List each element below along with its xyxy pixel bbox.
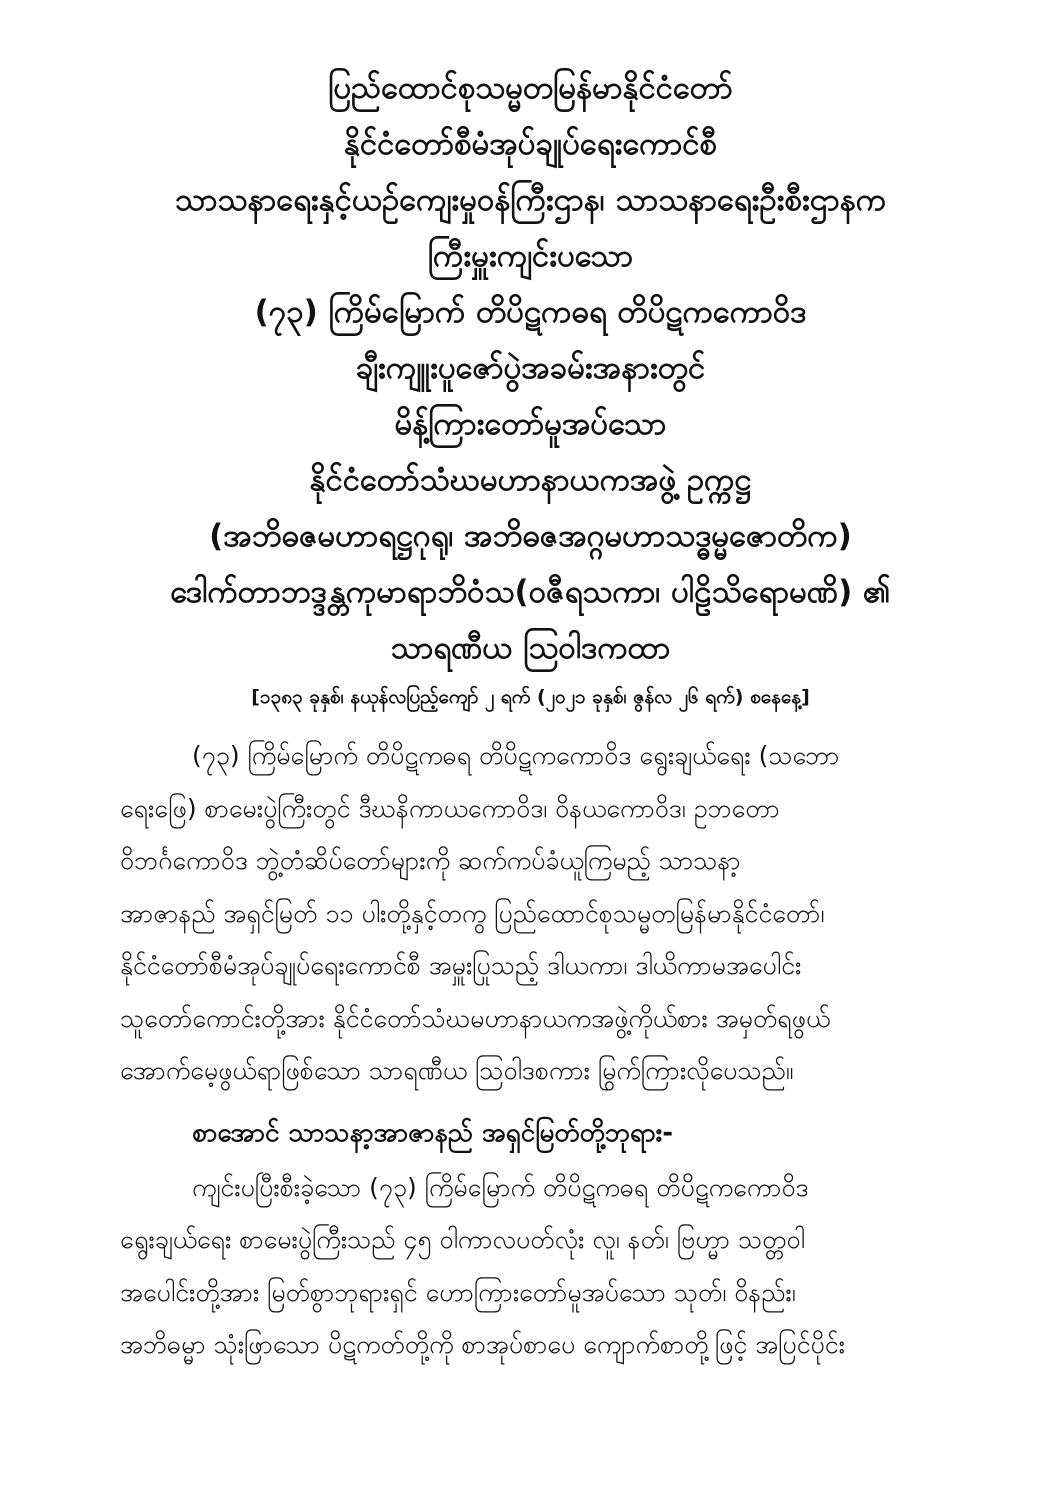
paragraph-line: (၇၃) ကြိမ်မြောက် တိပိဋကဓရ တိပိဋကကောဝိဒ ရွေးချယ်ရေး (သဘော xyxy=(192,741,840,770)
paragraph-line: ရေးဖြေ) စာမေးပွဲကြီးတွင် ဒီဃနိကာယကောဝိဒ၊ ဝိနယကောဝိဒ၊ ဥဘတော xyxy=(120,793,780,823)
section-heading: စာအောင် သာသနာ့အာဇာနည် အရှင်မြတ်တို့ဘုရား- xyxy=(192,1117,674,1148)
paragraph-line: အပေါင်းတို့အား မြတ်စွာဘုရားရှင် ဟောကြားတော်မူအပ်သော သုတ်၊ ဝိနည်း၊ xyxy=(120,1277,796,1307)
title-line-honorifics: (အဘိဓဇမဟာရဋ္ဌဂုရု၊ အဘိဓဇအဂ္ဂမဟာသဒ္ဓမ္မဇောတိက) xyxy=(209,518,852,554)
paragraph-2 xyxy=(120,1162,1000,1372)
title-line-country: ပြည်ထောင်စုသမ္မတမြန်မာနိုင်ငံတော် xyxy=(328,70,733,106)
paragraph-line: အာဇာနည် အရှင်မြတ် ၁၁ ပါးတို့နှင့်တကွ ပြည်ထောင်စုသမ္မတမြန်မာနိုင်ငံတော်၊ xyxy=(120,898,825,928)
title-block xyxy=(60,60,1001,676)
date-line: [၁၃၈၃ ခုနှစ်၊ နယုန်လပြည့်ကျော် ၂ ရက် (၂၀၂၁ ခုနှစ်၊ ဇွန်လ ၂၆ ရက်) စနေနေ့] xyxy=(251,686,810,708)
paragraph-1 xyxy=(120,730,1000,1098)
paragraph-line: အောက်မေ့ဖွယ်ရာဖြစ်သော သာရဏီယ ဩဝါဒစကား မြွက်ကြားလိုပေသည်။ xyxy=(120,1056,794,1085)
paragraph-line: ရွေးချယ်ရေး စာမေးပွဲကြီးသည် ၄၅ ဝါကာလပတ်လုံး လူ၊ နတ်၊ ဗြဟ္မာ သတ္တဝါ xyxy=(120,1225,805,1254)
title-line-exam: (၇၃) ကြိမ်မြောက် တိပိဋကဓရ တိပိဋကကောဝိဒ xyxy=(254,294,807,330)
paragraph-line: သူတော်ကောင်းတို့အား နိုင်ငံတော်သံဃမဟာနာယကအဖွဲ့ကိုယ်စား အမှတ်ရဖွယ် xyxy=(120,1003,831,1033)
paragraph-line: ကျင်းပပြီးစီးခဲ့သော (၇၃) ကြိမ်မြောက် တိပိဋကဓရ တိပိဋကကောဝိဒ xyxy=(192,1172,809,1202)
paragraph-line: အဘိဓမ္မာ သုံးဖြာသော ပိဋကတ်တို့ကို စာအုပ်စာပေ ကျောက်စာတို့ဖြင့် အပြင်ပိုင်း xyxy=(120,1330,845,1359)
paragraph-line: ဝိဘင်္ဂကောဝိဒ ဘွဲ့တံဆိပ်တော်များကို ဆက်ကပ်ခံယူကြမည့် သာသနာ့ xyxy=(120,846,741,875)
title-line-name: ဒေါက်တာဘဒ္ဒန္တကုမာရာဘိဝံသ(ဝဇီရသကာ၊ ပါဠိသိရောမဏိ) ၏ xyxy=(170,574,891,610)
title-line-council: နိုင်ငံတော်စီမံအုပ်ချုပ်ရေးကောင်စီ xyxy=(344,126,717,162)
title-line-organized: ကြီးမှူးကျင်းပသော xyxy=(427,238,634,274)
title-line-ceremony: ချီးကျူးပူဇော်ပွဲအခမ်းအနားတွင် xyxy=(355,350,706,386)
title-line-chairman: နိုင်ငံတော်သံဃမဟာနာယကအဖွဲ့ ဥက္ကဋ္ဌ xyxy=(309,462,752,498)
title-line-ministry: သာသနာရေးနှင့်ယဉ်ကျေးမှုဝန်ကြီးဌာန၊ သာသနာရေးဦးစီးဌာနက xyxy=(174,182,887,218)
paragraph-line: နိုင်ငံတော်စီမံအုပ်ချုပ်ရေးကောင်စီ အမှူးပြုသည့် ဒါယကာ၊ ဒါယိကာမအပေါင်း xyxy=(120,951,802,980)
title-line-sermon: သာရဏီယ ဩဝါဒကထာ xyxy=(390,630,671,666)
title-line-delivered: မိန့်ကြားတော်မူအပ်သော xyxy=(394,406,667,442)
